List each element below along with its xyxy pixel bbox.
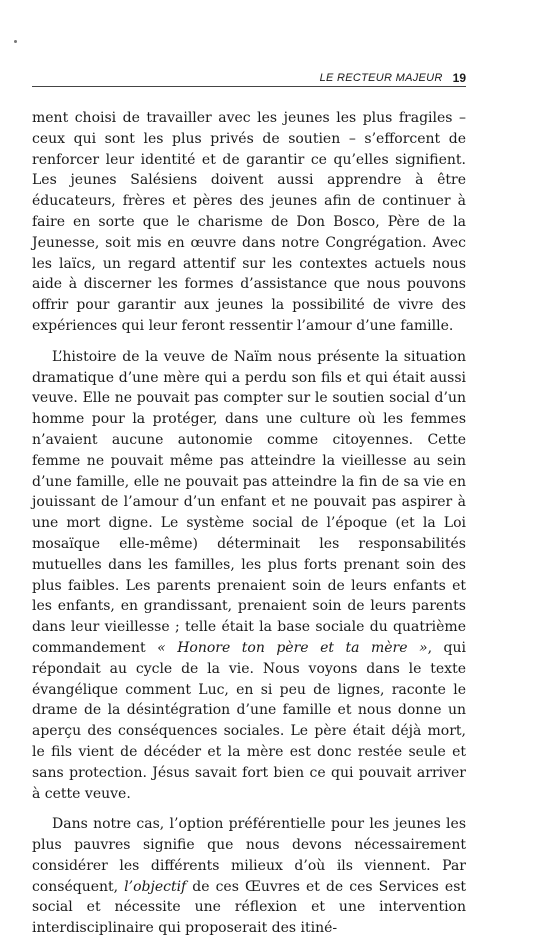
objective-term: l’objectif bbox=[124, 878, 187, 895]
paragraph-2-text-b: , qui répondait au cycle de la vie. Nous voyons dans le texte évangélique comment Luc, en si peu de lignes, raconte le drame de la désintégration d’une famille et nous donne un aperçu des conséquences sociales. Le père était déjà mort, le fils vient de décéder et la mère est donc restée seule et sans protection. Jésus savait fort bien ce qui pouvait arriver à cette veuve. bbox=[32, 639, 466, 802]
paragraph-1 bbox=[32, 108, 466, 337]
page-number: 19 bbox=[452, 71, 466, 85]
paragraph-1-text: ment choisi de travailler avec les jeunes les plus fragiles – ceux qui sont les plus privés de soutien – s’efforcent de renforcer leur identité et de garantir ce qu’elles signifient. Les jeunes Salésiens doivent aussi apprendre à être éducateurs, frères et pères des jeunes afin de continuer à faire en sorte que le charisme de Don Bosco, Père de la Jeunesse, soit mis en œuvre dans notre Congrégation. Avec les laïcs, un regard attentif sur les contextes actuels nous aide à discerner les formes d’assistance que nous pouvons offrir pour garantir aux jeunes la possibilité de vivre des expériences qui leur feront ressentir l’amour d’une famille. bbox=[32, 110, 466, 334]
running-header bbox=[32, 68, 466, 87]
running-title: LE RECTEUR MAJEUR bbox=[319, 72, 443, 84]
paragraph-3 bbox=[32, 814, 466, 939]
paragraph-2-text-a: L’histoire de la veuve de Naïm nous présente la situation dramatique d’une mère qui a perdu son fils et qui était aussi veuve. Elle ne pouvait pas compter sur le soutien social d’un homme pour la protéger, dans une culture où les femmes n’avaient aucune autonomie comme citoyennes. Cette femme ne pouvait même pas atteindre la vieillesse au sein d’une famille, elle ne pouvait pas atteindre la fin de sa vie en jouissant de l’amour d’un enfant et ne pouvait pas aspirer à une mort digne. Le système social de l’époque (et la Loi mosaïque elle-même) déterminait les responsabilités mutuelles dans les familles, les plus forts prenant soin des plus faibles. Les parents prenaient soin de leurs enfants et les enfants, en grandissant, prenaient soin de leurs parents dans leur vieillesse ; telle était la base sociale du quatrième commandement bbox=[32, 348, 466, 656]
commandment-quote: « Honore ton père et ta mère » bbox=[157, 639, 428, 656]
paragraph-2 bbox=[32, 347, 466, 805]
body-text bbox=[32, 108, 466, 939]
scan-speck bbox=[14, 40, 17, 43]
paragraph-3-text-b: de ces Œuvres et de ces Services est social et nécessite une réflexion et une intervention interdisciplinaire qui proposerait des itiné- bbox=[32, 878, 467, 937]
paragraph-3-text-a: Dans notre cas, l’option préférentielle pour les jeunes les plus pauvres signifie que nous devons nécessairement considérer les différents milieux d’où ils viennent. Par conséquent, bbox=[32, 816, 466, 895]
